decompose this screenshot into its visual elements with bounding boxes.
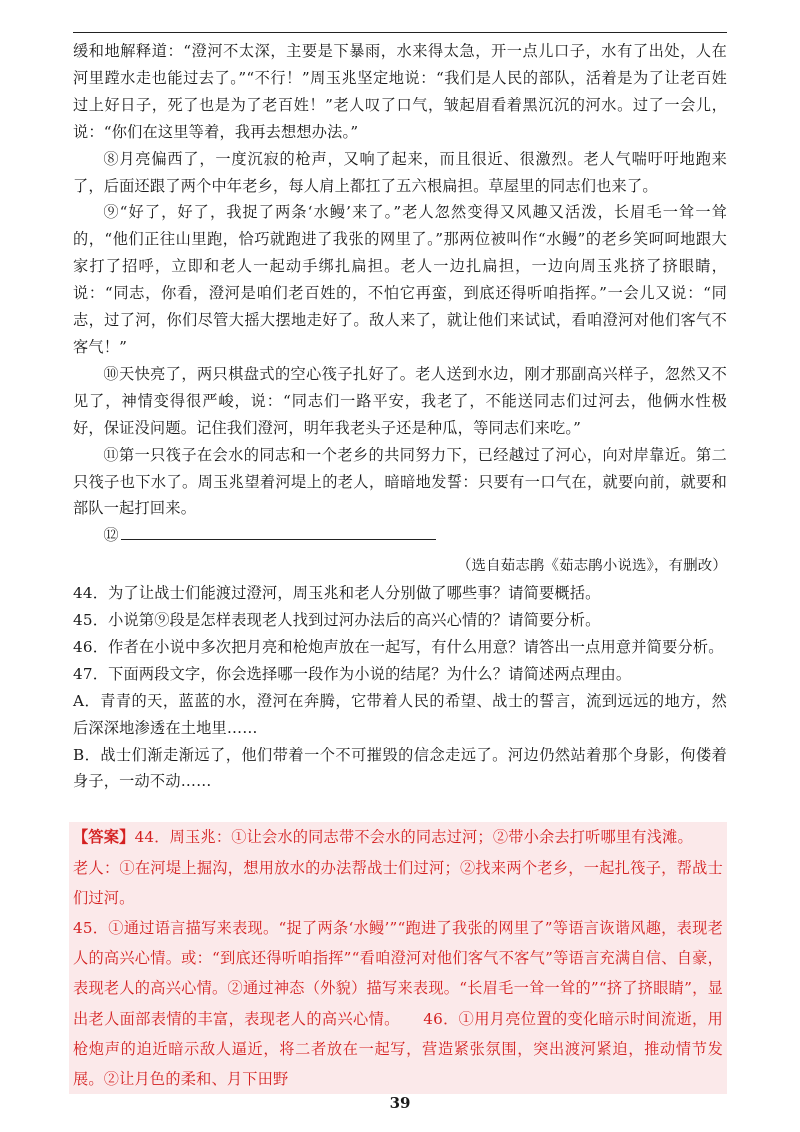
story-paragraph-9: ⑨“好了，好了，我捉了两条‘水鳗’来了。”老人忽然变得又风趣又活泼，长眉毛一耸一耸的，“他们正往山里跑，恰巧就跑进了我张的网里了。”那两位被叫作“水鳗”的老乡笑呵呵地跟大家打了招呼，立即和老人一起动手绑扎扁担。老人一边扎扁担，一边向周玉兆挤了挤眼睛，说：“同志，你看，澄河是咱们老百姓的，不怕它再蛮，到底还得听咱指挥。”一会儿又说：“同志，过了河，你们尽管大摇大摆地走好了。敌人来了，就让他们来试试，看咱澄河对他们客气不客气！” xyxy=(73,203,727,356)
story-paragraph-8: ⑧月亮偏西了，一度沉寂的枪声，又响了起来，而且很近、很激烈。老人气喘吁吁地跑来了，后面还跟了两个中年老乡，每人肩上都扛了五六根扁担。草屋里的同志们也来了。 xyxy=(73,149,727,195)
question-47: 47．下面两段文字，你会选择哪一段作为小说的结尾？为什么？请简述两点理由。 xyxy=(73,664,632,683)
answer-blank-line xyxy=(121,525,436,540)
answer-tag: 【答案】 xyxy=(73,828,135,847)
answer-section xyxy=(69,822,727,1094)
question-46: 46．作者在小说中多次把月亮和枪炮声放在一起写，有什么用意？请答出一点用意并简要分析。 xyxy=(73,637,724,656)
story-paragraph-11: ⑪第一只筏子在会水的同志和一个老乡的共同努力下，已经越过了河心，向对岸靠近。第二只筏子也下水了。周玉兆望着河堤上的老人，暗暗地发誓：只要有一口气在，就要向前，就要和部队一起打回来。 xyxy=(73,445,727,518)
paragraph-12-number: ⑫ xyxy=(103,526,119,545)
answer-line-44-old-man: 老人：①在河堤上掘沟，想用放水的办法帮战士们过河；②找来两个老乡，一起扎筏子，帮战士们过河。 xyxy=(73,858,723,907)
page-number: 39 xyxy=(389,1094,411,1112)
header-rule xyxy=(73,32,727,33)
story-paragraph-12 xyxy=(73,522,727,549)
story-paragraph-10: ⑩天快亮了，两只棋盘式的空心筏子扎好了。老人送到水边，刚才那副高兴样子，忽然又不见了，神情变得很严峻，说：“同志们一路平安，我老了，不能送同志们过河去，他俩水性极好，保证没问题。记住我们澄河，明年我老头子还是种瓜，等同志们来吃。” xyxy=(73,364,727,437)
question-45: 45．小说第⑨段是怎样表现老人找到过河办法后的高兴心情的？请简要分析。 xyxy=(73,611,601,630)
question-44: 44．为了让战士们能渡过澄河，周玉兆和老人分别做了哪些事？请简要概括。 xyxy=(73,584,601,603)
answer-line-44-zhou xyxy=(73,822,723,852)
page-content xyxy=(73,38,727,1094)
option-b: B．战士们渐走渐远了，他们带着一个不可摧毁的信念走远了。河边仍然站着那个身影，佝偻着身子，一动不动…… xyxy=(73,745,727,791)
answer-44-zhou-text: 44．周玉兆：①让会水的同志带不会水的同志过河；②带小余去打听哪里有浅滩。 xyxy=(134,828,693,847)
option-a: A．青青的天，蓝蓝的水，澄河在奔腾，它带着人民的希望、战士的誓言，流到远远的地方，然后深深地渗透在土地里…… xyxy=(73,691,727,737)
story-paragraph-continued: 缓和地解释道：“澄河不太深，主要是下暴雨，水来得太急，开一点儿口子，水有了出处，人在河里蹚水走也能过去了。”“不行！”周玉兆坚定地说：“我们是人民的部队，活着是为了让老百姓过上好日子，死了也是为了老百姓！”老人叹了口气，皱起眉看着黑沉沉的河水。过了一会儿，说：“你们在这里等着，我再去想想办法。” xyxy=(73,42,727,141)
answer-line-45-46: 45．①通过语言描写来表现。“捉了两条‘水鳗’”“跑进了我张的网里了”等语言诙谐风趣，表现老人的高兴心情。或：“到底还得听咱指挥”“看咱澄河对他们客气不客气”等语言充满自信、自豪，表现老人的高兴心情。②通过神态（外貌）描写来表现。“长眉毛一耸一耸的”“挤了挤眼睛”，显出老人面部表情的丰富，表现老人的高兴心情。 46．①用月亮位置的变化暗示时间流逝，用枪炮声的迫近暗示敌人逼近，将二者放在一起写，营造紧张氛围，突出渡河紧迫，推动情节发展。②让月色的柔和、月下田野 xyxy=(73,918,723,1088)
story-source: （选自茹志鹃《茹志鹃小说选》，有删改） xyxy=(456,558,727,575)
